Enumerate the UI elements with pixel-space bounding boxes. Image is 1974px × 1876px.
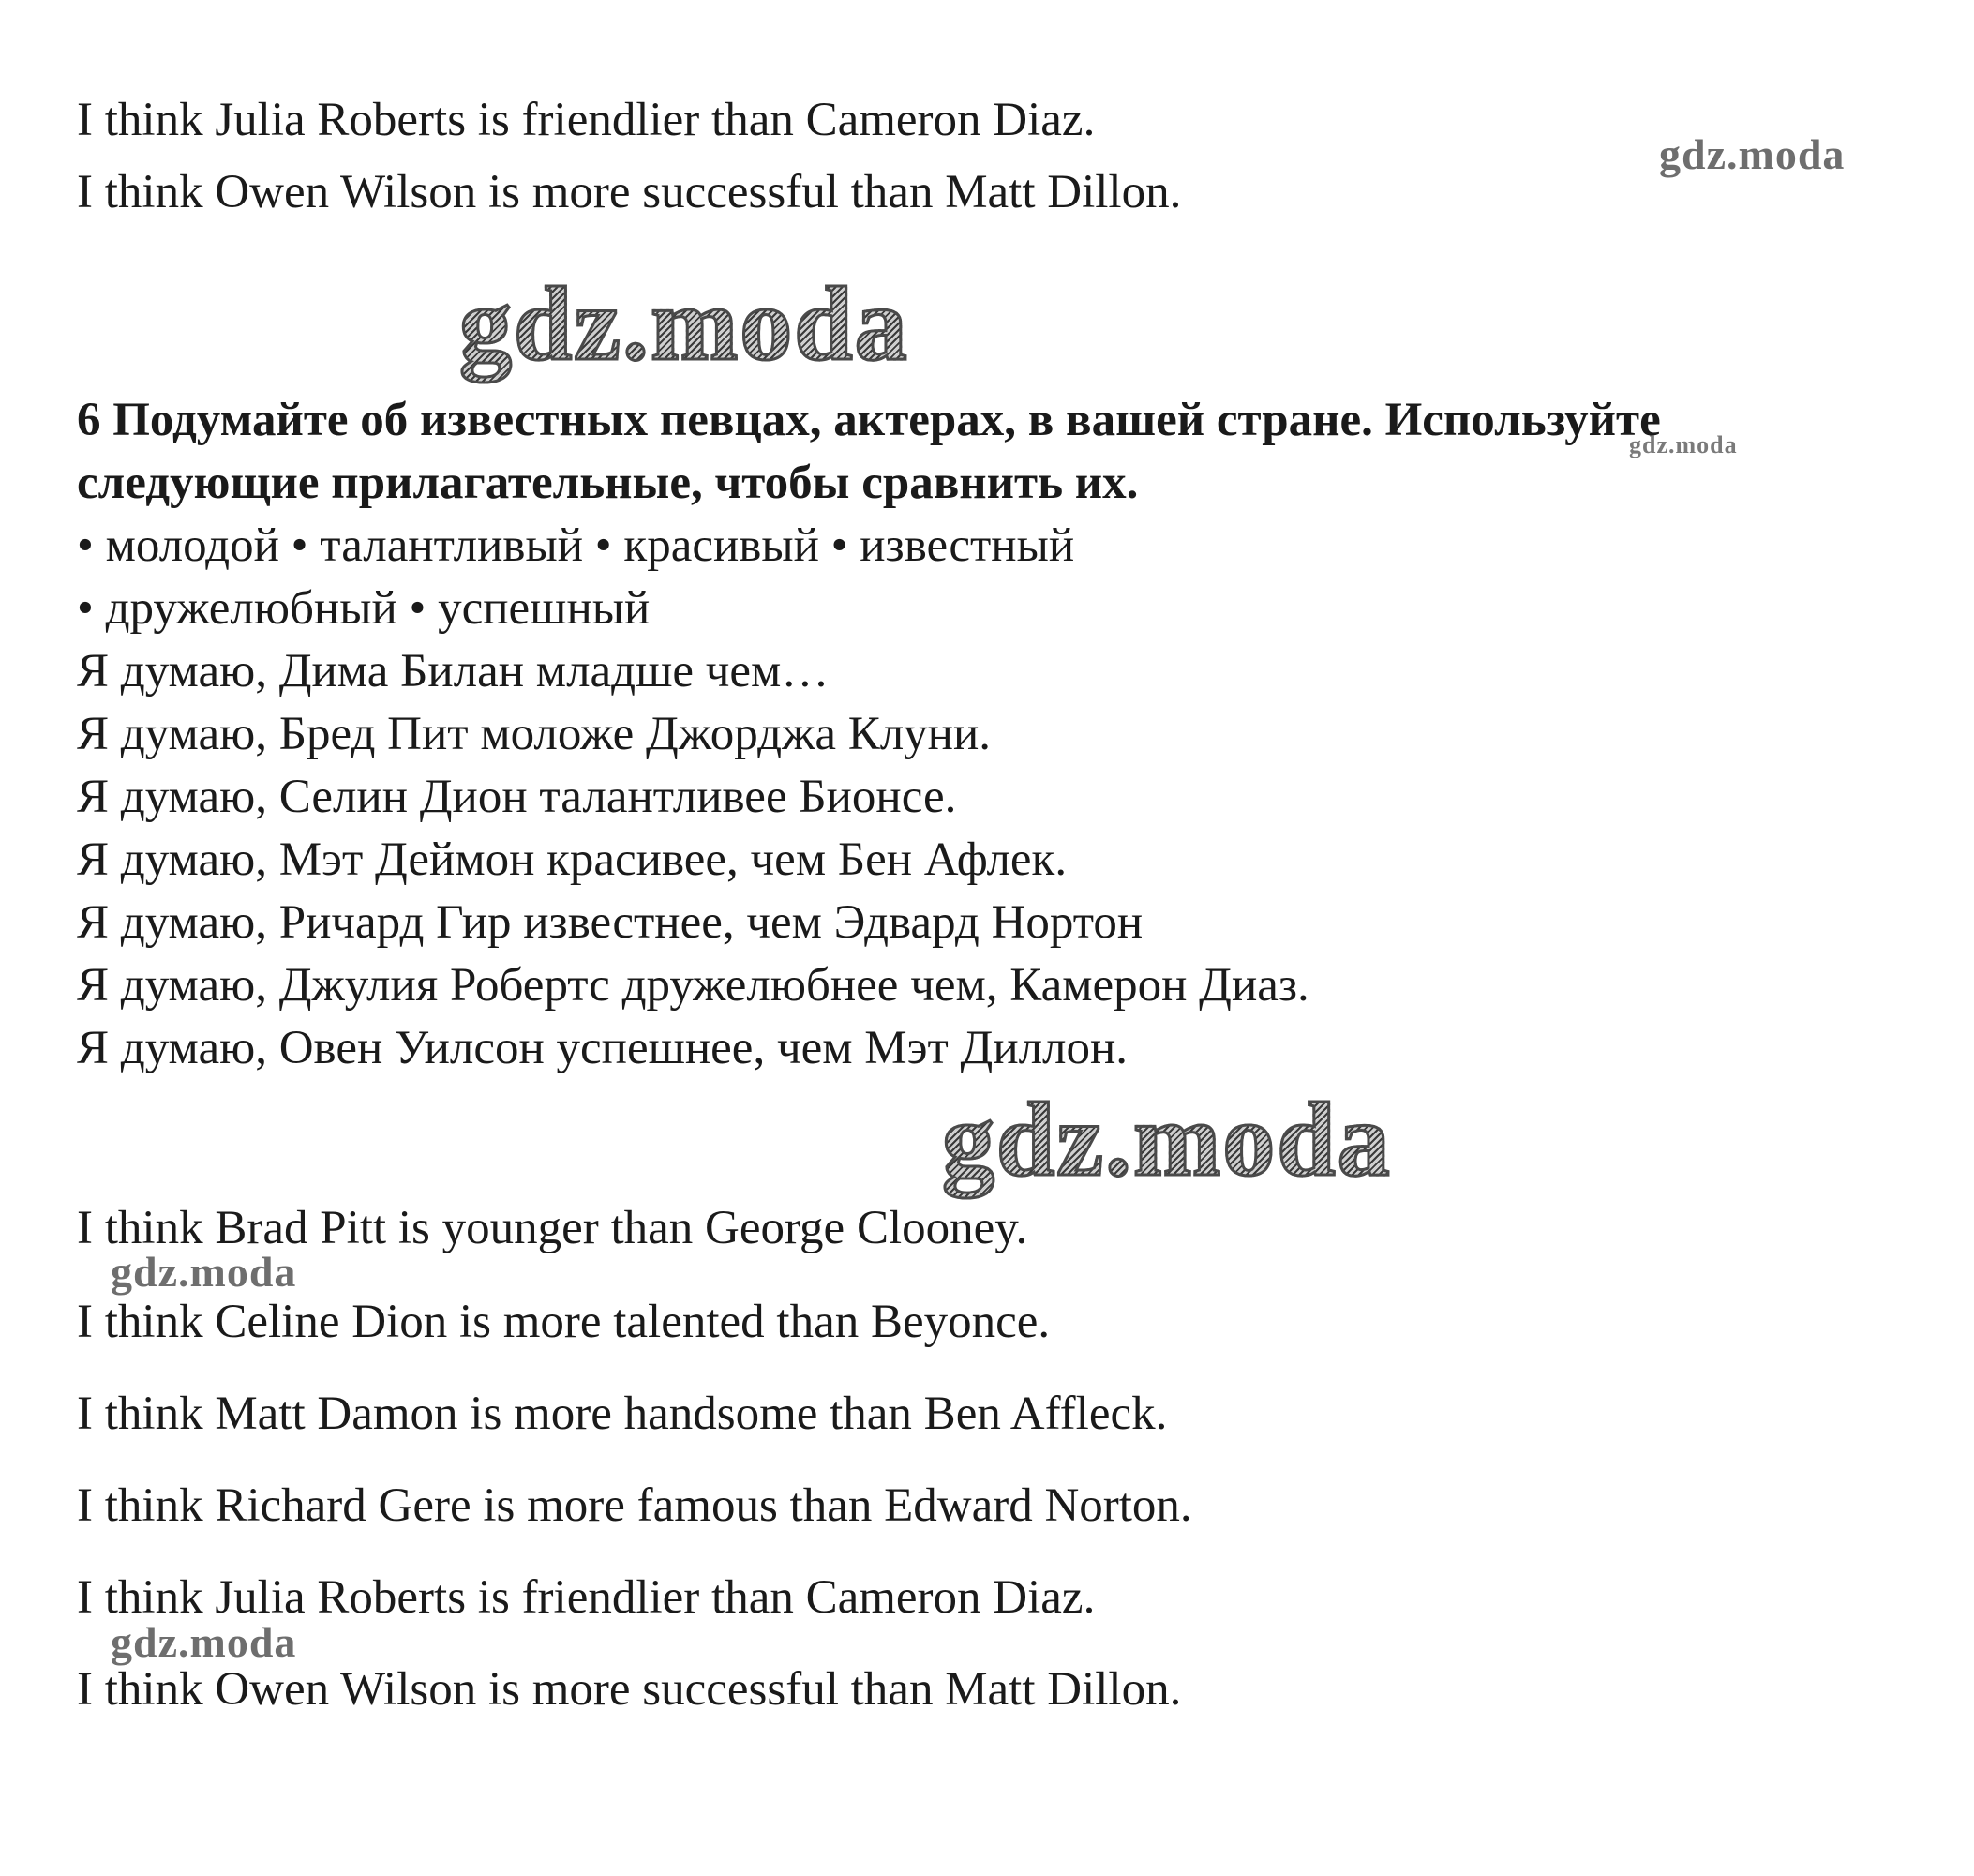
russian-line: Я думаю, Овен Уилсон успешнее, чем Мэт Диллон. — [77, 1022, 1129, 1074]
watermark: gdz.moda — [111, 1248, 297, 1296]
russian-line: Я думаю, Селин Дион талантливее Бионсе. — [77, 771, 957, 823]
text-line: I think Julia Roberts is friendlier than Cameron Diaz. — [77, 94, 1096, 146]
watermark: gdz.moda — [1659, 130, 1846, 178]
adjective-list: • молодой • талантливый • красивый • известный — [77, 519, 1075, 572]
watermark: gdz.moda — [1629, 431, 1738, 458]
watermark: gdz.moda — [459, 264, 909, 385]
english-line: I think Owen Wilson is more successful than Matt Dillon. — [77, 1663, 1182, 1716]
russian-line: Я думаю, Джулия Робертс дружелюбнее чем, Камерон Диаз. — [77, 959, 1309, 1012]
text-line: I think Owen Wilson is more successful than Matt Dillon. — [77, 166, 1182, 218]
russian-line: Я думаю, Мэт Деймон красивее, чем Бен Афлек. — [77, 833, 1068, 886]
watermark: gdz.moda — [942, 1080, 1392, 1201]
task-heading: 6 Подумайте об известных певцах, актерах, в вашей стране. Используйте — [77, 394, 1661, 446]
english-line: I think Julia Roberts is friendlier than Cameron Diaz. — [77, 1571, 1096, 1624]
watermark: gdz.moda — [111, 1618, 297, 1666]
adjective-list: • дружелюбный • успешный — [77, 582, 651, 635]
english-line: I think Richard Gere is more famous than Edward Norton. — [77, 1479, 1192, 1532]
english-line: I think Matt Damon is more handsome than Ben Affleck. — [77, 1388, 1168, 1440]
english-line: I think Brad Pitt is younger than George Clooney. — [77, 1202, 1028, 1254]
task-heading: следующие прилагательные, чтобы сравнить их. — [77, 457, 1139, 509]
russian-line: Я думаю, Бред Пит моложе Джорджа Клуни. — [77, 708, 992, 760]
english-line: I think Celine Dion is more talented than Beyonce. — [77, 1296, 1051, 1348]
russian-line: Я думаю, Ричард Гир известнее, чем Эдвард Нортон — [77, 896, 1144, 949]
russian-line: Я думаю, Дима Билан младше чем… — [77, 645, 830, 698]
